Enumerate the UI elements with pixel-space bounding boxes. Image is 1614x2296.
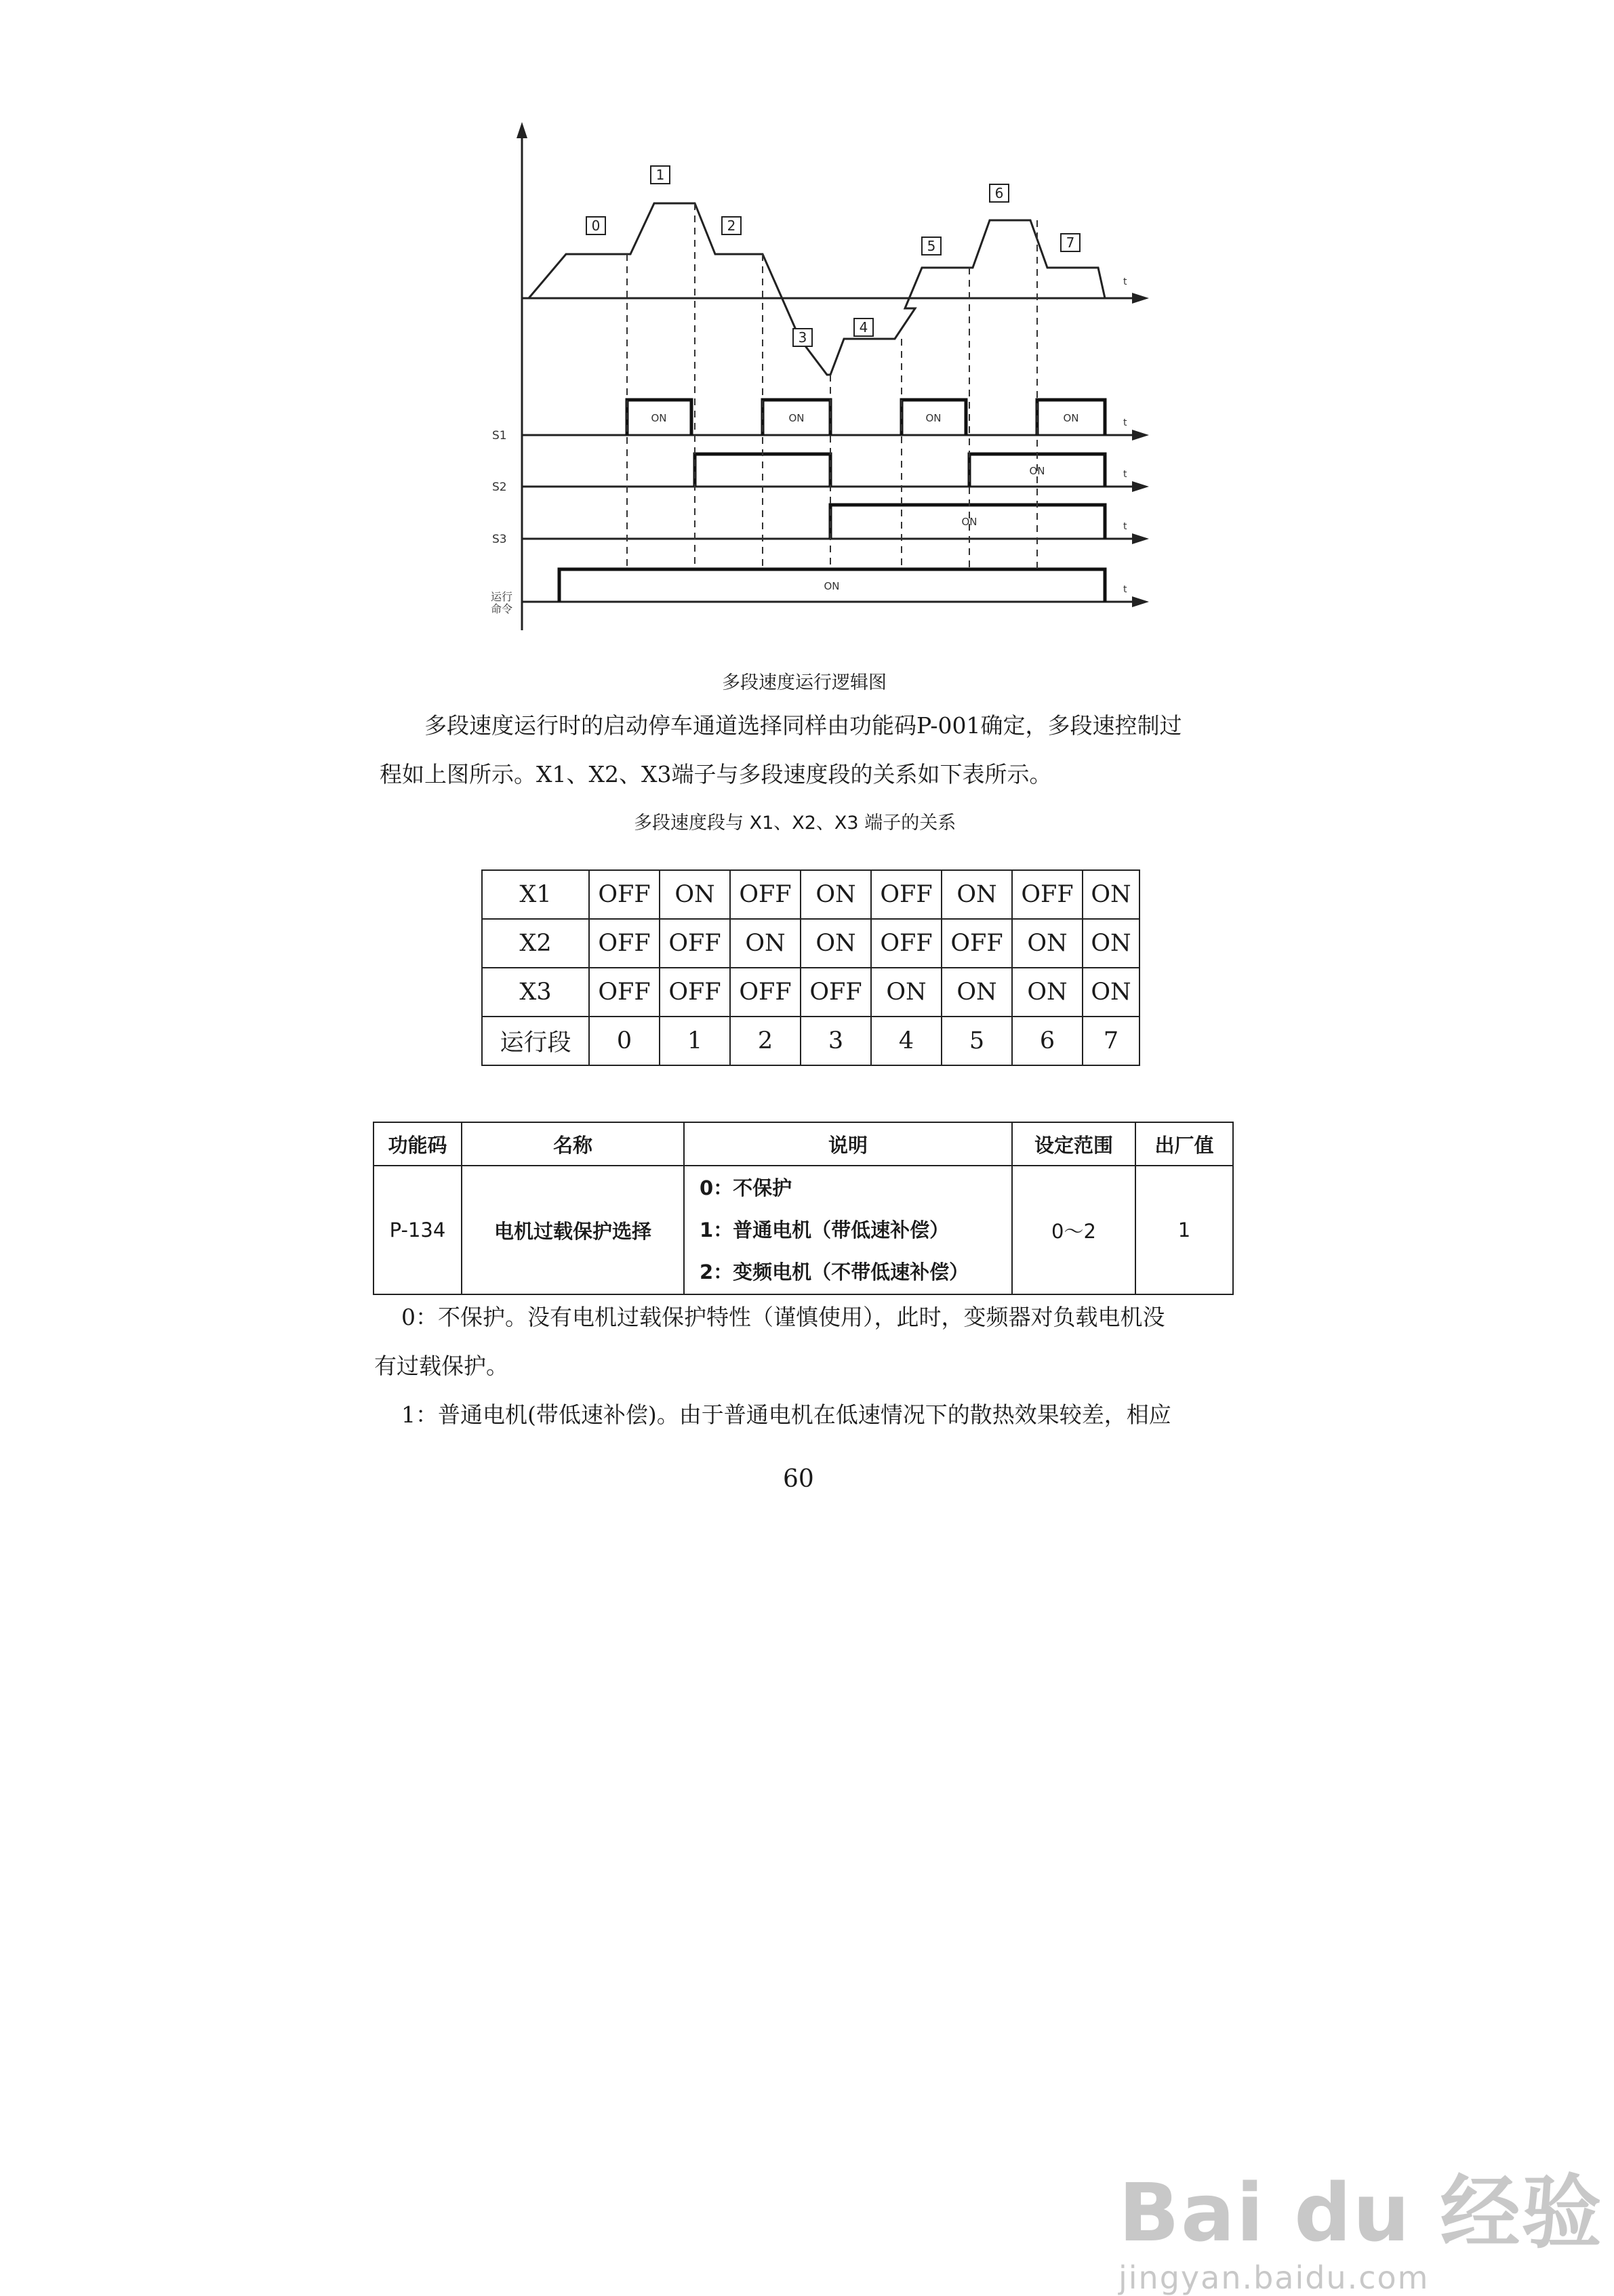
table-cell: OFF	[589, 870, 660, 919]
header-default: 出厂值	[1135, 1122, 1233, 1166]
table-cell: ON	[660, 870, 730, 919]
table-cell: 4	[871, 1017, 942, 1065]
segment-box-3	[793, 329, 812, 346]
table-row	[374, 1166, 1233, 1294]
on-label: ON	[651, 412, 667, 424]
row-label: X3	[482, 968, 589, 1017]
on-label: ON	[824, 580, 840, 592]
on-label: ON	[1063, 412, 1079, 424]
segment-box-7	[1061, 234, 1080, 251]
table-cell: OFF	[801, 968, 871, 1017]
t-label: t	[1123, 276, 1127, 287]
baidu-watermark	[1118, 2148, 1603, 2296]
s3-label: S3	[492, 533, 507, 546]
option-line: 1：普通电机（带低速补偿）	[700, 1218, 950, 1242]
param-default: 1	[1135, 1166, 1233, 1294]
on-label: ON	[925, 412, 942, 424]
segment-box-0	[586, 217, 605, 234]
run-label: 命令	[491, 602, 513, 615]
paragraph-line: 0：不保护。没有电机过载保护特性（谨慎使用），此时，变频器对负载电机没	[401, 1304, 1165, 1330]
t-label: t	[1123, 417, 1127, 428]
table-cell: ON	[1083, 968, 1139, 1017]
figure-caption: 多段速度运行逻辑图	[722, 672, 887, 693]
table-cell: ON	[730, 919, 801, 968]
param-code: P-134	[374, 1166, 462, 1294]
s2-pulse	[695, 454, 830, 487]
segment-box-1	[651, 166, 670, 184]
paragraph-line: 程如上图所示。X1、X2、X3端子与多段速度段的关系如下表所示。	[380, 761, 1052, 787]
table-cell: ON	[801, 919, 871, 968]
segment-box-4	[854, 319, 873, 336]
t-label: t	[1123, 469, 1127, 480]
table-cell: ON	[942, 968, 1012, 1017]
row-label: 运行段	[482, 1017, 589, 1065]
s2-label: S2	[492, 480, 507, 494]
header-description: 说明	[684, 1122, 1012, 1166]
table-cell: OFF	[660, 919, 730, 968]
svg-text:0: 0	[591, 218, 601, 234]
segment-box-5	[922, 237, 941, 255]
row-label: X2	[482, 919, 589, 968]
table-cell: OFF	[1012, 870, 1083, 919]
s1-label: S1	[492, 429, 507, 443]
table-row	[482, 870, 1139, 919]
table-cell: ON	[801, 870, 871, 919]
paragraph-line: 多段速度运行时的启动停车通道选择同样由功能码P-001确定，多段速控制过	[424, 712, 1182, 739]
table-cell: ON	[1012, 968, 1083, 1017]
table-cell: OFF	[730, 968, 801, 1017]
table-cell: OFF	[660, 968, 730, 1017]
segment-box-6	[990, 184, 1009, 202]
option-line: 0：不保护	[700, 1176, 792, 1200]
table-cell: OFF	[942, 919, 1012, 968]
svg-text:1: 1	[655, 167, 665, 183]
t-label: t	[1123, 584, 1127, 595]
on-label: ON	[1029, 465, 1045, 477]
table-cell: OFF	[871, 919, 942, 968]
table-cell: ON	[1083, 919, 1139, 968]
table-cell: 0	[589, 1017, 660, 1065]
run-label: 运行	[491, 590, 513, 603]
svg-text:2: 2	[727, 218, 736, 234]
multi-speed-timing-diagram	[488, 115, 1166, 644]
table-caption: 多段速度段与 X1、X2、X3 端子的关系	[634, 813, 956, 834]
header-range: 设定范围	[1012, 1122, 1135, 1166]
paragraph-line: 1：普通电机(带低速补偿)。由于普通电机在低速情况下的散热效果较差，相应	[401, 1401, 1171, 1428]
watermark-url: jingyan.baidu.com	[1118, 2259, 1430, 2296]
table-cell: OFF	[589, 919, 660, 968]
table-cell: 6	[1012, 1017, 1083, 1065]
table-row	[482, 968, 1139, 1017]
param-description	[684, 1166, 1012, 1294]
table-cell: 7	[1083, 1017, 1139, 1065]
table-cell: ON	[1012, 919, 1083, 968]
svg-text:6: 6	[994, 185, 1004, 201]
parameter-table	[373, 1122, 1234, 1295]
table-cell: ON	[942, 870, 1012, 919]
paragraph-intro	[380, 701, 1261, 799]
option-line: 2：变频电机（不带低速补偿）	[700, 1260, 969, 1284]
svg-text:5: 5	[927, 238, 936, 254]
table-cell: 3	[801, 1017, 871, 1065]
page-number: 60	[783, 1465, 814, 1493]
segment-box-2	[722, 217, 741, 234]
on-label: ON	[788, 412, 805, 424]
param-name: 电机过载保护选择	[462, 1166, 684, 1294]
speed-curve	[522, 203, 1105, 375]
table-header-row	[374, 1122, 1233, 1166]
table-cell: 2	[730, 1017, 801, 1065]
header-name: 名称	[462, 1122, 684, 1166]
svg-text:7: 7	[1066, 234, 1075, 251]
svg-text:4: 4	[859, 319, 868, 335]
table-cell: 1	[660, 1017, 730, 1065]
on-label: ON	[961, 516, 977, 528]
table-cell: OFF	[589, 968, 660, 1017]
t-label: t	[1123, 521, 1127, 532]
table-row	[482, 1017, 1139, 1065]
table-cell: OFF	[730, 870, 801, 919]
watermark-brand: Bai du 经验	[1118, 2166, 1603, 2259]
segment-terminal-table	[481, 869, 1140, 1066]
row-label: X1	[482, 870, 589, 919]
table-cell: ON	[871, 968, 942, 1017]
paragraph-details	[374, 1293, 1269, 1439]
param-range: 0～2	[1012, 1166, 1135, 1294]
paragraph-line: 有过载保护。	[374, 1353, 508, 1379]
table-row	[482, 919, 1139, 968]
table-cell: 5	[942, 1017, 1012, 1065]
svg-text:3: 3	[798, 329, 807, 346]
table-cell: ON	[1083, 870, 1139, 919]
header-code: 功能码	[374, 1122, 462, 1166]
table-cell: OFF	[871, 870, 942, 919]
